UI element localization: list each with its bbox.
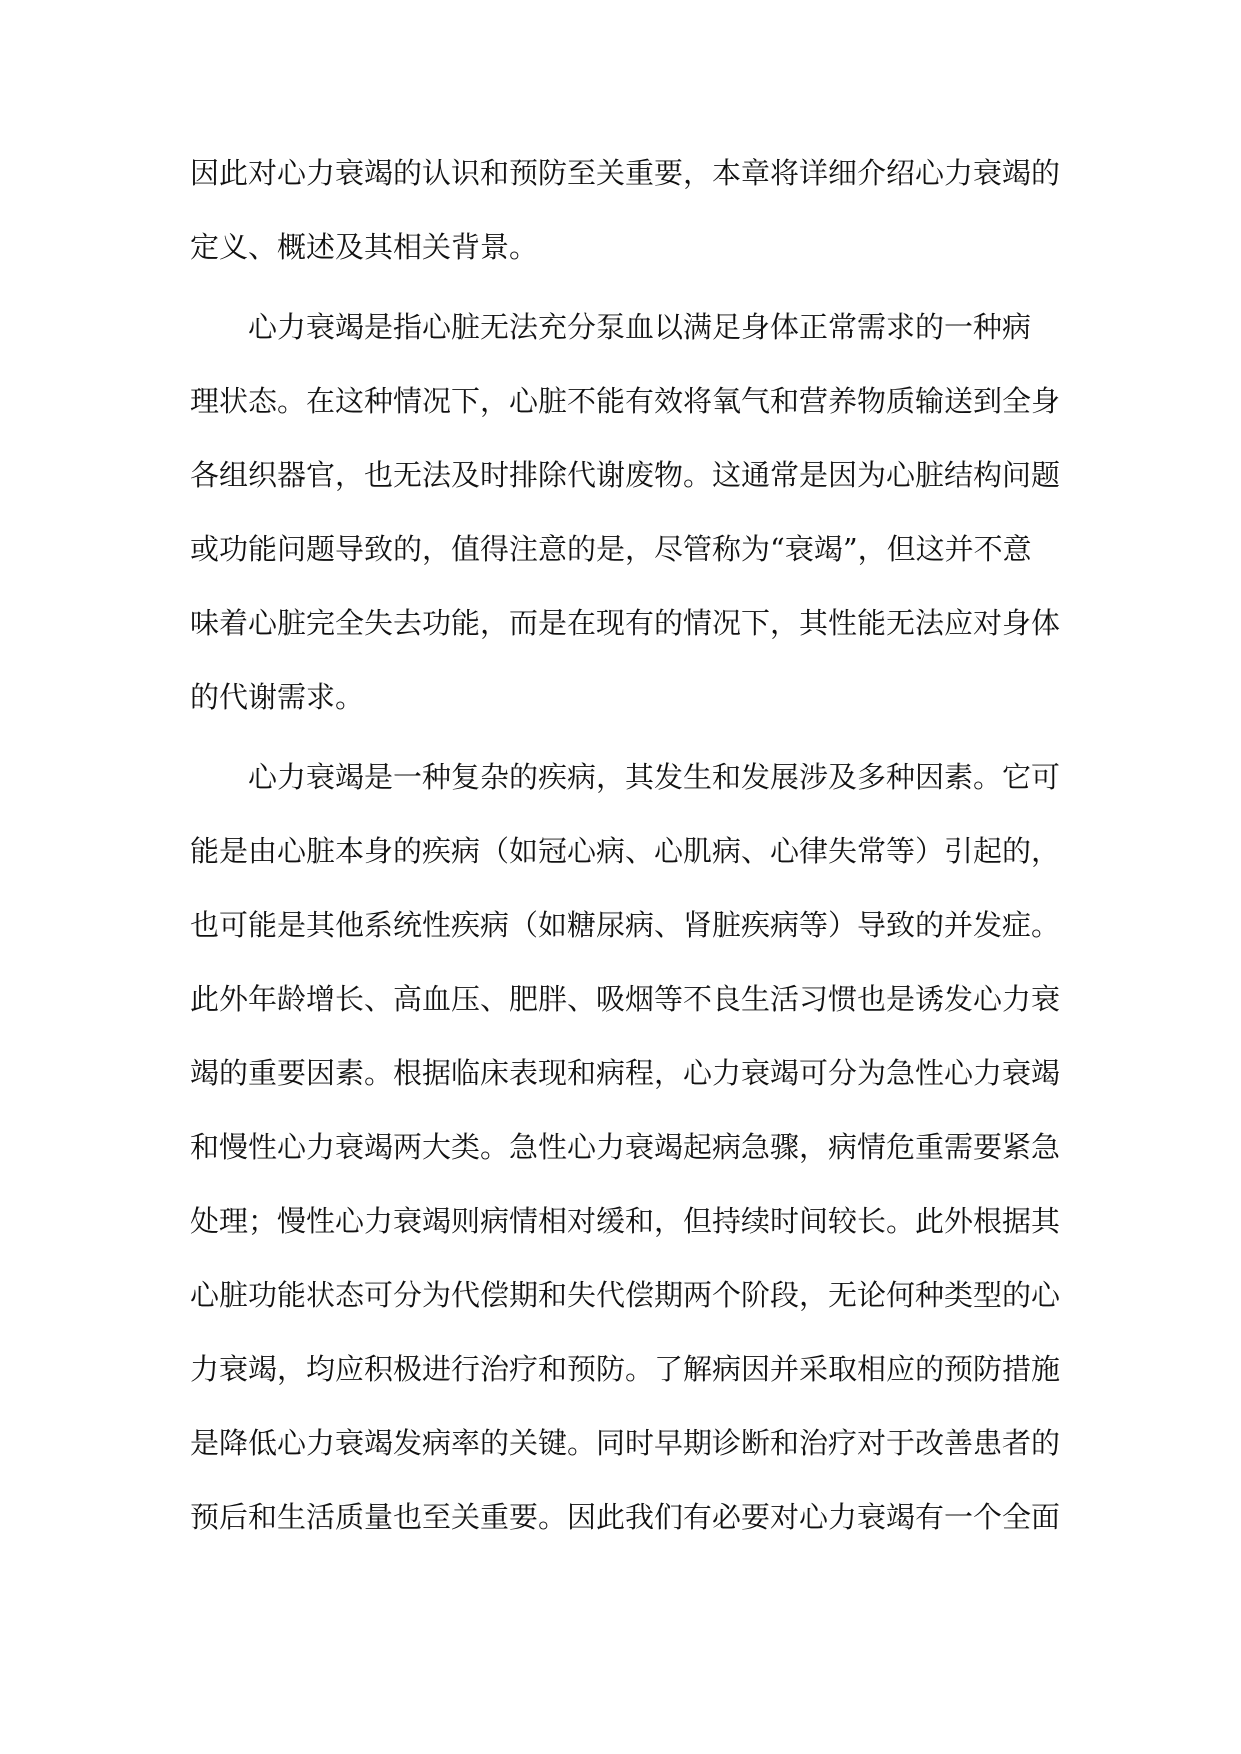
text-line: 是降低心力衰竭发病率的关键。同时早期诊断和治疗对于改善患者的 xyxy=(190,1426,1061,1460)
text-line: 因此对心力衰竭的认识和预防至关重要，本章将详细介绍心力衰竭的 xyxy=(190,156,1061,190)
text-line: 的代谢需求。 xyxy=(190,680,365,714)
text-line: 理状态。在这种情况下，心脏不能有效将氧气和营养物质输送到全身 xyxy=(190,384,1061,418)
paragraph xyxy=(190,290,1070,734)
text-line: 心脏功能状态可分为代偿期和失代偿期两个阶段，无论何种类型的心 xyxy=(190,1278,1061,1312)
text-line: 心力衰竭是一种复杂的疾病，其发生和发展涉及多种因素。它可 xyxy=(248,760,1061,794)
text-line: 竭的重要因素。根据临床表现和病程，心力衰竭可分为急性心力衰竭 xyxy=(190,1056,1061,1090)
paragraph xyxy=(190,740,1070,1554)
text-line: 能是由心脏本身的疾病（如冠心病、心肌病、心律失常等）引起的， xyxy=(190,834,1061,868)
text-line: 和慢性心力衰竭两大类。急性心力衰竭起病急骤，病情危重需要紧急 xyxy=(190,1130,1061,1164)
text-line: 定义、概述及其相关背景。 xyxy=(190,230,539,264)
text-line: 此外年龄增长、高血压、肥胖、吸烟等不良生活习惯也是诱发心力衰 xyxy=(190,982,1061,1016)
paragraph xyxy=(190,136,1070,284)
text-line: 或功能问题导致的，值得注意的是，尽管称为“衰竭”，但这并不意 xyxy=(190,532,1032,566)
body-text xyxy=(190,136,1070,1554)
text-line: 也可能是其他系统性疾病（如糖尿病、肾脏疾病等）导致的并发症。 xyxy=(190,908,1061,942)
text-line: 力衰竭，均应积极进行治疗和预防。了解病因并采取相应的预防措施 xyxy=(190,1352,1061,1386)
text-line: 各组织器官，也无法及时排除代谢废物。这通常是因为心脏结构问题 xyxy=(190,458,1061,492)
text-line: 预后和生活质量也至关重要。因此我们有必要对心力衰竭有一个全面 xyxy=(190,1500,1061,1534)
text-line: 心力衰竭是指心脏无法充分泵血以满足身体正常需求的一种病 xyxy=(248,310,1032,344)
text-line: 味着心脏完全失去功能，而是在现有的情况下，其性能无法应对身体 xyxy=(190,606,1061,640)
text-line: 处理；慢性心力衰竭则病情相对缓和，但持续时间较长。此外根据其 xyxy=(190,1204,1061,1238)
